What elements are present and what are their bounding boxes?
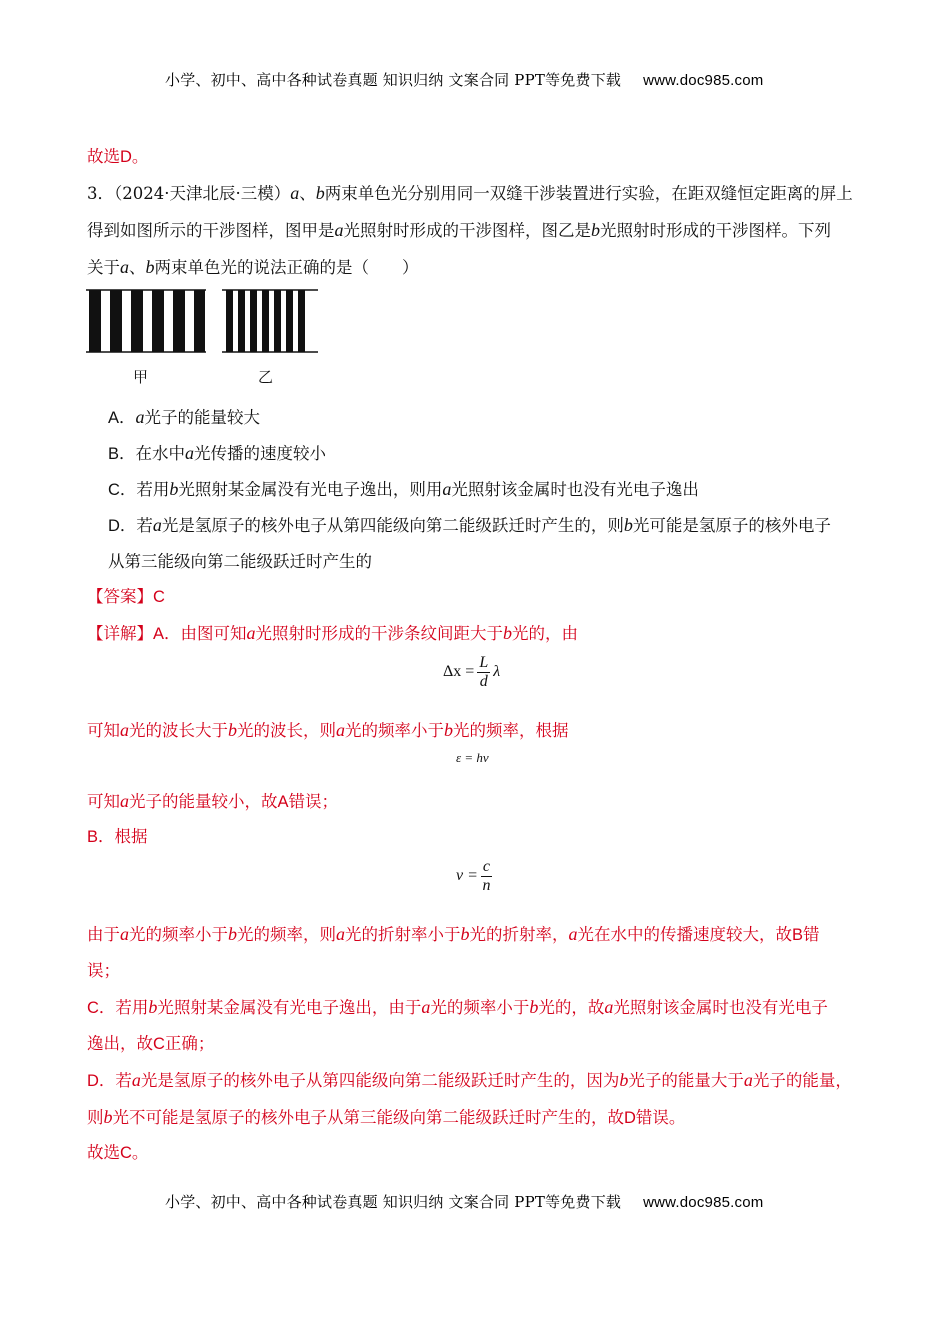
- detail-text: 错误。: [635, 1108, 686, 1127]
- option-letter: D．: [108, 517, 137, 535]
- var-a: a: [120, 791, 129, 811]
- option-letter: B．: [108, 445, 136, 463]
- separator: 、: [129, 258, 146, 277]
- option-text: 若用: [136, 480, 170, 499]
- var-a: a: [246, 623, 256, 643]
- eq-numerator: c: [482, 858, 491, 875]
- conclusion-suffix: 。: [131, 1143, 149, 1162]
- var-a: a: [568, 924, 578, 944]
- detail-energy-line: [87, 790, 338, 813]
- question-text: 光照射时形成的干涉图样。下列: [600, 221, 831, 240]
- conclusion-letter: D: [120, 148, 132, 166]
- pattern-yi: [222, 290, 318, 352]
- option-d: [108, 514, 831, 537]
- var-b: b: [619, 1070, 629, 1090]
- question-source: （2024·天津北辰·三模）: [114, 184, 291, 203]
- detail-text: 光的频率，根据: [453, 721, 569, 740]
- var-a: a: [290, 183, 300, 203]
- detail-text: 光的波长，则: [237, 721, 336, 740]
- var-b: b: [503, 623, 513, 643]
- var-b: b: [228, 924, 237, 944]
- header-url[interactable]: www.doc985.com: [643, 72, 764, 89]
- var-a: a: [604, 997, 614, 1017]
- question-text: 得到如图所示的干涉图样，图甲是: [87, 221, 335, 240]
- detail-text: 光子的能量较小，故: [129, 792, 278, 811]
- detail-d-line-2: [87, 1106, 685, 1129]
- option-text: 光照射该金属时也没有光电子逸出: [451, 480, 699, 499]
- conclusion-letter: C: [120, 1144, 132, 1162]
- detail-text: 光照射某金属没有光电子逸出，由于: [157, 998, 422, 1017]
- option-text: 光是氢原子的核外电子从第四能级向第二能级跃迁时产生的，则: [161, 516, 624, 535]
- question-text: 关于: [87, 258, 120, 277]
- detail-text: 根据: [114, 827, 148, 846]
- page-footer: [165, 1191, 763, 1212]
- eq-fraction: [481, 858, 492, 895]
- eq-lhs: v =: [456, 867, 478, 885]
- var-b: b: [145, 257, 155, 277]
- var-b: b: [591, 220, 600, 240]
- eq-numerator: L: [479, 654, 489, 671]
- option-text: 在水中: [135, 444, 186, 463]
- var-b: b: [460, 924, 470, 944]
- detail-text: 光的折射率，: [469, 925, 569, 944]
- question-text: 两束单色光的说法正确的是（ ）: [154, 258, 419, 277]
- var-b: b: [148, 997, 158, 1017]
- footer-text: 小学、初中、高中各种试卷真题 知识归纳 文案合同 PPT等免费下载: [165, 1193, 622, 1211]
- option-text: 光照射某金属没有光电子逸出，则用: [178, 480, 443, 499]
- detail-text: 由于: [87, 925, 120, 944]
- var-a: a: [135, 407, 145, 427]
- option-text: 光可能是氢原子的核外电子: [632, 516, 831, 535]
- var-a: a: [336, 720, 345, 740]
- option-a: [108, 406, 260, 429]
- conclusion-suffix: 。: [131, 147, 149, 166]
- detail-text: 光照射该金属时也没有光电子: [613, 998, 828, 1017]
- header-text: 小学、初中、高中各种试卷真题 知识归纳 文案合同 PPT等免费下载: [165, 71, 622, 89]
- option-c: [108, 478, 699, 501]
- var-b: b: [169, 479, 179, 499]
- detail-refraction-line-2: 误；: [87, 961, 120, 980]
- detail-text: 光不可能是氢原子的核外电子从第三能级向第二能级跃迁时产生的，故: [112, 1108, 624, 1127]
- previous-conclusion: [87, 146, 148, 168]
- pattern-jia: [86, 290, 206, 352]
- detail-refraction-line: [87, 923, 820, 946]
- eq-lhs: Δx =: [443, 663, 475, 681]
- option-letter: A．: [108, 409, 136, 427]
- detail-letter: B．: [87, 828, 115, 846]
- footer-url[interactable]: www.doc985.com: [643, 1194, 764, 1211]
- var-a: a: [442, 479, 452, 499]
- equation-photon-energy: [456, 750, 489, 766]
- conclusion-prefix: 故选: [87, 1143, 120, 1162]
- var-b: b: [444, 720, 453, 740]
- detail-text: 光是氢原子的核外电子从第四能级向第二能级跃迁时产生的，因为: [140, 1071, 620, 1090]
- question-text: 光照射时形成的干涉图样，图乙是: [343, 221, 591, 240]
- detail-d-line: [87, 1069, 852, 1092]
- figure-label-jia: 甲: [133, 368, 149, 386]
- detail-text: 光子的能量大于: [628, 1071, 744, 1090]
- figure-label-yi: 乙: [258, 368, 274, 386]
- detail-text: 逸出，故: [87, 1034, 153, 1053]
- var-a: a: [120, 924, 129, 944]
- answer-label: 【答案】: [87, 587, 153, 606]
- var-a: a: [334, 220, 344, 240]
- detail-text: 光的，故: [538, 998, 605, 1017]
- option-text: 光子的能量较大: [144, 408, 261, 427]
- detail-text: 由图可知: [180, 624, 247, 643]
- detail-text: 则: [87, 1108, 104, 1127]
- var-a: a: [185, 443, 195, 463]
- question-number: 3．: [87, 184, 114, 203]
- detail-conclusion: [87, 1142, 148, 1164]
- question-line-2: [87, 219, 831, 242]
- detail-letter: A．: [153, 625, 181, 643]
- eq-denominator: n: [482, 877, 491, 894]
- detail-text: 可知: [87, 721, 120, 740]
- var-b: b: [623, 515, 633, 535]
- detail-letter: C: [153, 1035, 165, 1053]
- separator: 、: [299, 184, 316, 203]
- detail-letter: A: [277, 793, 289, 811]
- var-a: a: [336, 924, 345, 944]
- detail-letter: C．: [87, 999, 116, 1017]
- detail-text: 错: [803, 925, 820, 944]
- var-a: a: [152, 515, 162, 535]
- var-b: b: [529, 997, 539, 1017]
- page-header: [165, 69, 763, 90]
- var-b: b: [228, 720, 237, 740]
- option-text: 光传播的速度较小: [194, 444, 327, 463]
- equation-speed: [456, 858, 495, 895]
- detail-letter: D: [624, 1109, 636, 1127]
- detail-a-line: [87, 622, 578, 645]
- detail-text: 光的波长大于: [129, 721, 228, 740]
- detail-text: 光的频率小于: [129, 925, 228, 944]
- detail-text: 若用: [115, 998, 149, 1017]
- detail-text: 错误；: [288, 792, 339, 811]
- detail-letter: B: [792, 926, 804, 944]
- detail-text: 光的频率小于: [430, 998, 530, 1017]
- equation-fringe-spacing: [443, 654, 500, 691]
- detail-c-line-2: [87, 1033, 214, 1055]
- answer: [87, 586, 165, 608]
- eq-fraction: [477, 654, 490, 691]
- var-a: a: [120, 720, 129, 740]
- detail-letter: D．: [87, 1072, 116, 1090]
- question-line-1: [87, 182, 853, 205]
- var-a: a: [120, 257, 129, 277]
- var-a: a: [421, 997, 431, 1017]
- detail-text: 光子的能量，: [752, 1071, 852, 1090]
- var-b: b: [315, 183, 325, 203]
- detail-text: 光在水中的传播速度较大，故: [577, 925, 792, 944]
- question-text: 两束单色光分别用同一双缝干涉装置进行实验，在距双缝恒定距离的屏上: [324, 184, 853, 203]
- eq-rhs: λ: [493, 663, 501, 681]
- detail-text: 光的频率，则: [237, 925, 336, 944]
- detail-text: 若: [115, 1071, 132, 1090]
- detail-label: 【详解】: [87, 624, 153, 643]
- detail-text: 光照射时形成的干涉条纹间距大于: [255, 624, 504, 643]
- detail-text: 可知: [87, 792, 120, 811]
- detail-text: 光的，由: [512, 624, 579, 643]
- conclusion-prefix: 故选: [87, 147, 120, 166]
- interference-figure: [86, 288, 320, 356]
- option-text: 若: [136, 516, 153, 535]
- option-letter: C．: [108, 481, 137, 499]
- var-a: a: [131, 1070, 141, 1090]
- var-a: a: [743, 1070, 753, 1090]
- option-b: [108, 442, 326, 465]
- detail-text: 光的折射率小于: [345, 925, 461, 944]
- detail-text: 光的频率小于: [345, 721, 444, 740]
- option-d-line-2: 从第三能级向第二能级跃迁时产生的: [108, 552, 372, 571]
- detail-text: 正确；: [164, 1034, 215, 1053]
- eq-text: ε = hν: [456, 750, 489, 765]
- eq-denominator: d: [479, 673, 488, 690]
- answer-value: C: [153, 588, 165, 606]
- detail-c-line: [87, 996, 828, 1019]
- detail-wavelength-line: [87, 719, 569, 742]
- var-b: b: [103, 1107, 113, 1127]
- question-line-3: [87, 256, 419, 279]
- detail-b-line: [87, 826, 148, 848]
